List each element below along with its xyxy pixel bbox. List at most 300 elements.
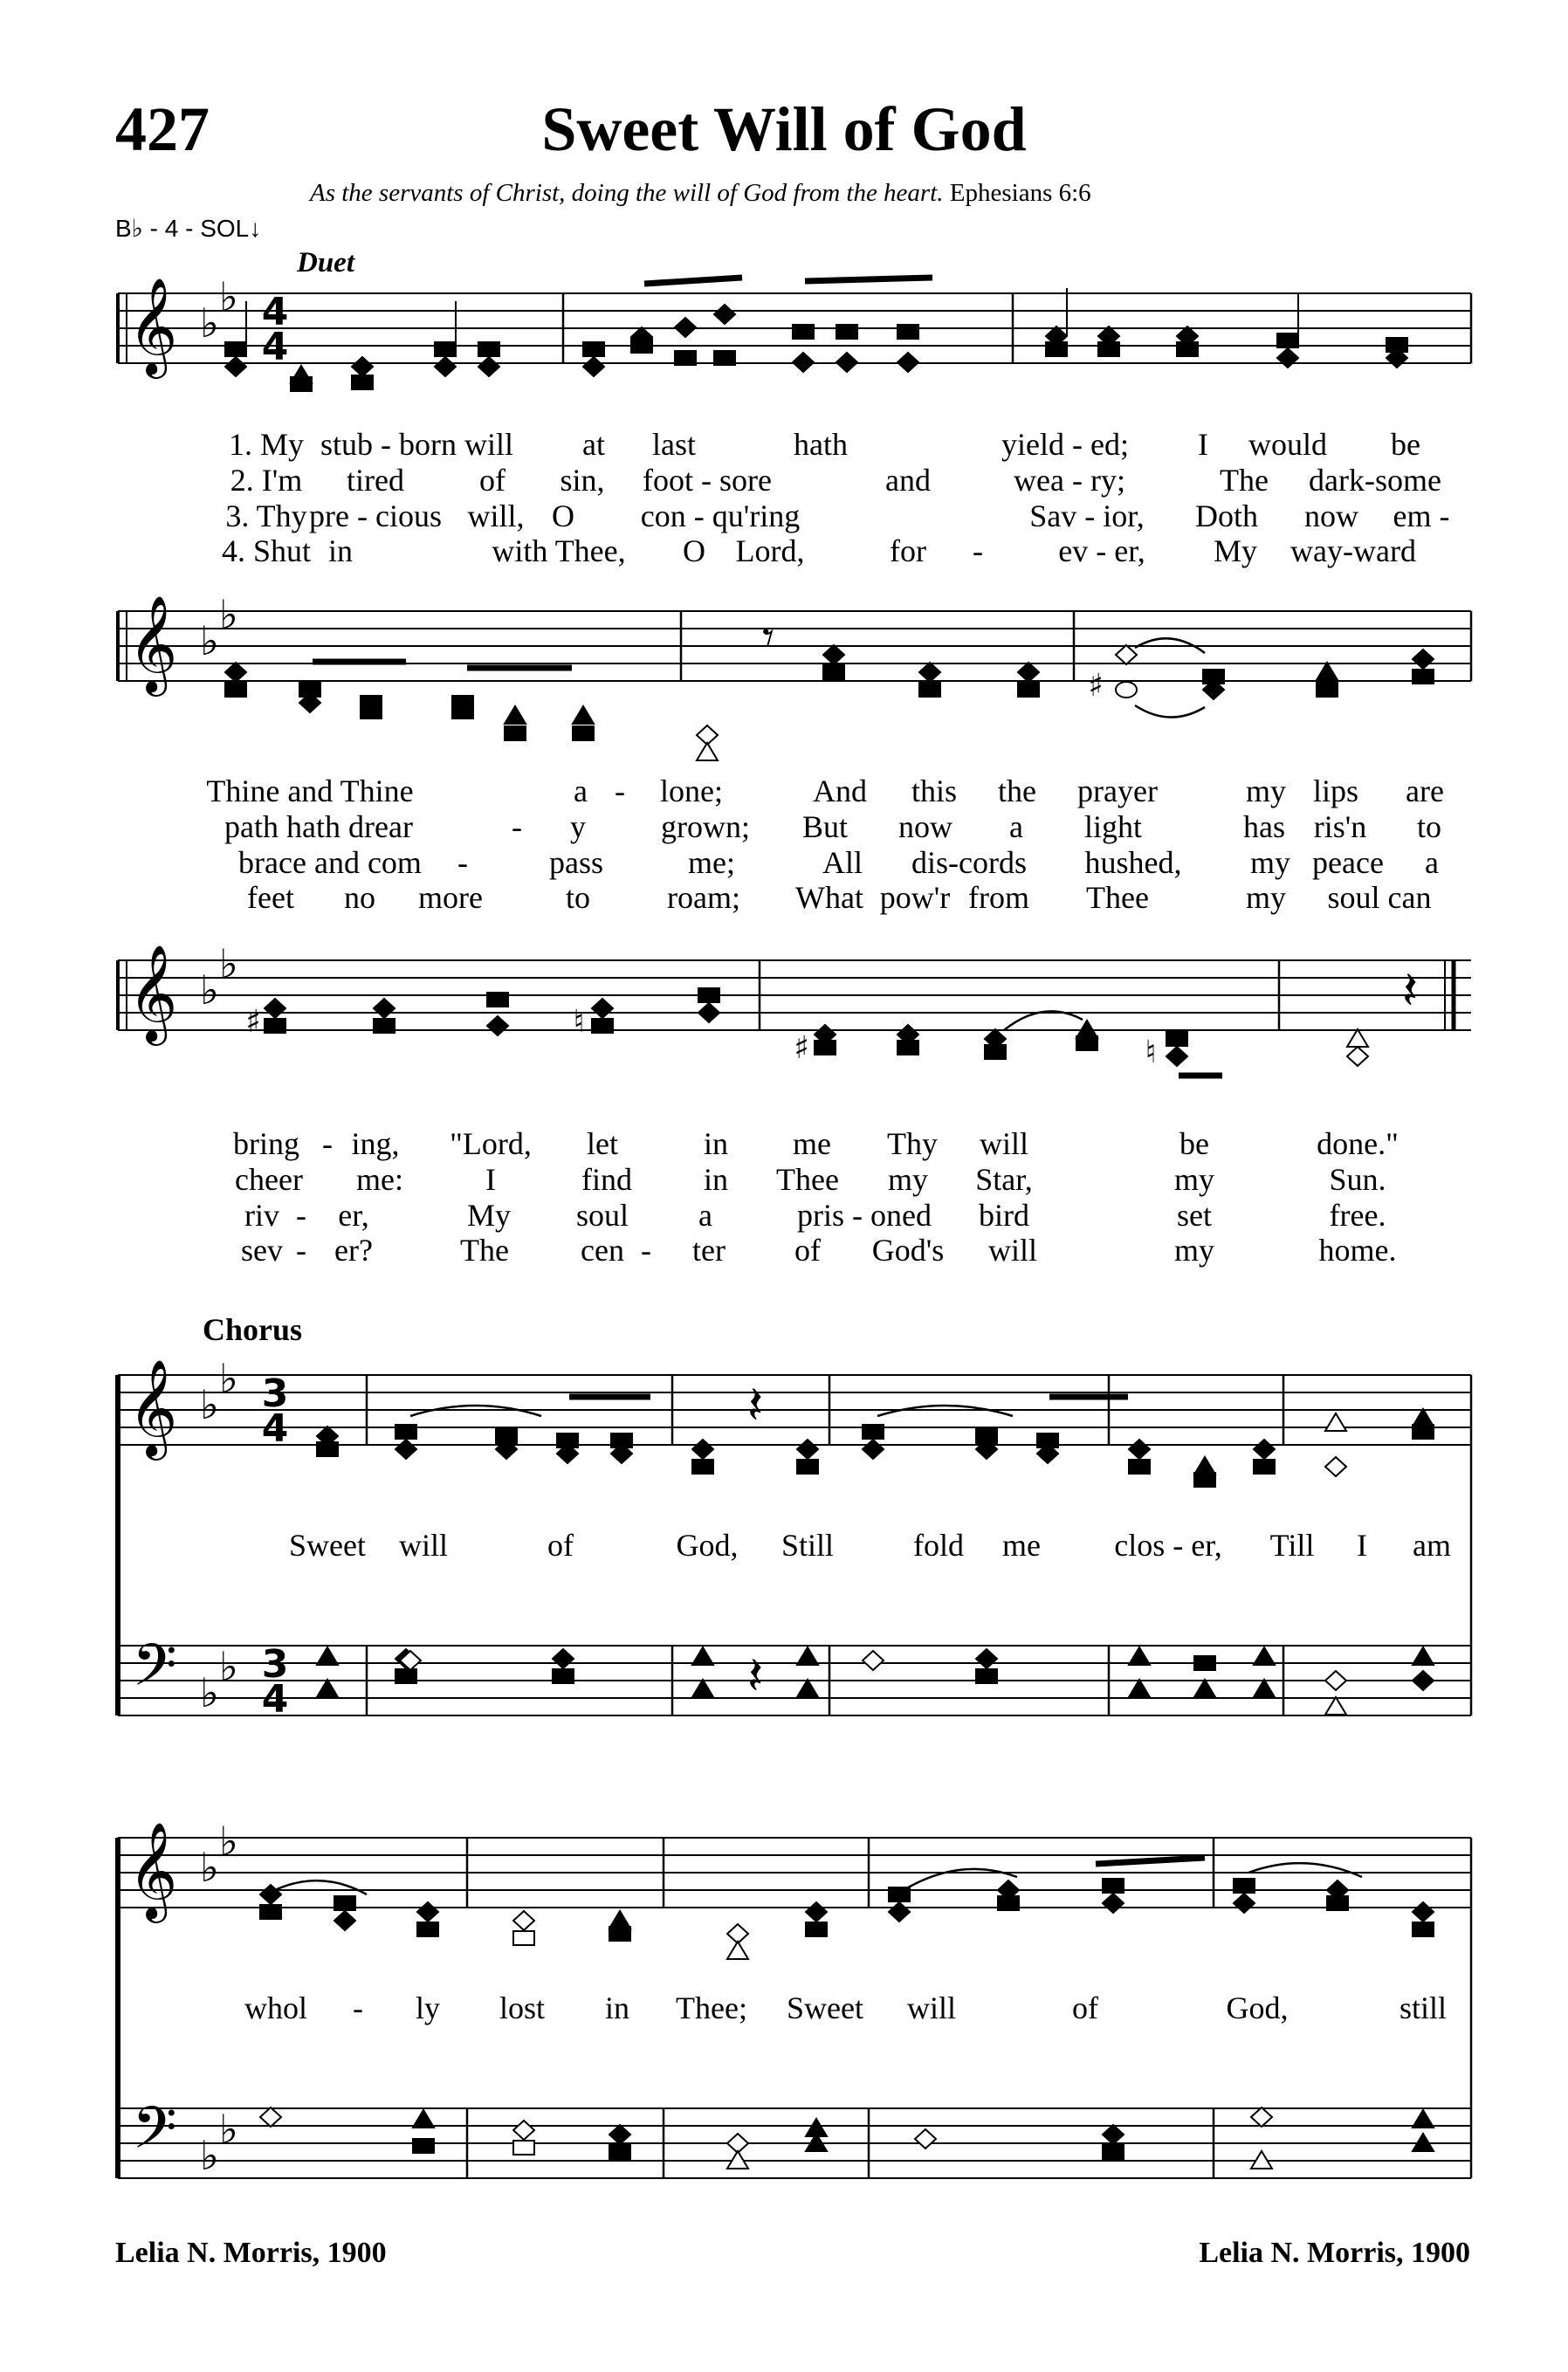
lyric: of — [547, 1528, 574, 1563]
lyric: done." — [1317, 1126, 1399, 1161]
notehead — [1166, 1032, 1187, 1046]
notehead — [797, 1680, 818, 1697]
lyric: light — [1083, 809, 1143, 844]
lyric: lips — [1312, 773, 1359, 808]
lyric: O — [683, 533, 705, 568]
notehead — [998, 1896, 1019, 1910]
notehead — [1413, 1922, 1434, 1936]
notehead — [714, 305, 735, 324]
lyric: cheer — [235, 1162, 303, 1197]
half-note-head — [1325, 1457, 1346, 1476]
half-note-head — [1325, 1413, 1346, 1431]
lyric: Doth — [1195, 498, 1258, 533]
notehead — [897, 1041, 918, 1055]
bass-clef-icon: 𝄢 — [132, 1632, 177, 1713]
notehead — [573, 706, 594, 724]
lyric: - — [973, 533, 983, 568]
lyric: 4. Shut — [221, 533, 312, 568]
half-note-head — [260, 2107, 281, 2127]
half-note-head — [863, 1651, 884, 1670]
notehead — [797, 1460, 818, 1474]
notehead — [1194, 1473, 1215, 1487]
lyric: roam; — [667, 880, 740, 915]
bass-clef-icon: 𝄢 — [132, 2094, 177, 2176]
notehead — [583, 342, 604, 356]
treble-clef-icon: 𝄞 — [127, 277, 178, 375]
sharp-icon: ♯ — [245, 1004, 261, 1040]
notehead — [815, 1041, 836, 1055]
notehead — [797, 1647, 818, 1665]
lyric: pre - cious — [309, 498, 442, 533]
notehead — [487, 1016, 508, 1035]
notehead — [1194, 1656, 1215, 1670]
lyric: What — [795, 880, 863, 915]
lyric: wea - ry; — [1014, 463, 1125, 498]
notehead — [1103, 1894, 1124, 1913]
note-beam — [805, 278, 932, 281]
lyric: with Thee, — [492, 533, 626, 568]
scripture-reference: Ephesians 6:6 — [949, 179, 1091, 207]
lyric: still — [1399, 1990, 1448, 2025]
lyric: God, — [1226, 1990, 1289, 2025]
lyric: my — [1245, 880, 1287, 915]
notehead — [487, 993, 508, 1007]
notehead — [478, 342, 499, 356]
notehead — [1317, 663, 1338, 680]
lyric: 2. I'm — [230, 463, 303, 498]
lyric: in — [604, 1990, 630, 2025]
lyric: lost — [499, 1990, 546, 2025]
notehead — [1277, 348, 1298, 368]
lyric: a — [698, 1198, 712, 1233]
lyric: - — [296, 1198, 306, 1233]
lyric: - — [615, 773, 625, 808]
half-note-head — [1116, 682, 1137, 698]
author-credit-left: Lelia N. Morris, 1900 — [115, 2237, 387, 2269]
lyric: and — [885, 463, 931, 498]
notehead — [1194, 1680, 1215, 1697]
lyric: prayer — [1077, 773, 1158, 808]
lyric: soul can — [1327, 880, 1432, 915]
lyric: All — [822, 845, 863, 880]
lyric: But — [801, 809, 849, 844]
lyric: - — [322, 1126, 333, 1161]
lyric: lone; — [660, 773, 723, 808]
notehead — [1018, 683, 1039, 697]
lyric: The — [460, 1233, 509, 1268]
lyric: sin, — [560, 463, 605, 498]
notehead — [1046, 342, 1067, 356]
notehead — [374, 1019, 395, 1033]
natural-icon: ♮ — [1145, 1035, 1157, 1070]
lyric: foot - sore — [643, 463, 772, 498]
slur — [1135, 705, 1205, 718]
notehead — [317, 1442, 338, 1456]
notehead — [793, 325, 814, 339]
lyric: will, — [467, 498, 525, 533]
time-signature: 4 — [261, 1677, 289, 1722]
note-beam — [1096, 1858, 1205, 1864]
notehead — [317, 1647, 338, 1665]
lyric: path hath drear — [224, 809, 413, 844]
notehead — [976, 1669, 997, 1683]
lyric: My — [1213, 533, 1258, 568]
lyric: Lord, — [735, 533, 805, 568]
half-note-head — [513, 1911, 534, 1930]
lyric: yield - ed; — [1001, 427, 1129, 462]
lyric: will — [398, 1528, 449, 1563]
lyric: me — [793, 1126, 831, 1161]
notehead — [863, 1425, 884, 1439]
notehead — [1413, 1902, 1434, 1922]
notehead — [1129, 1680, 1150, 1697]
lyric: dis-cords — [911, 845, 1027, 880]
notehead — [478, 357, 499, 376]
flat-icon: ♭ — [219, 591, 238, 638]
quarter-rest-icon: 𝄽 — [1401, 960, 1419, 1021]
flat-icon: ♭ — [219, 940, 238, 987]
lyric: Sweet — [289, 1528, 366, 1563]
half-note-head — [727, 1942, 748, 1959]
notehead — [413, 2110, 434, 2128]
natural-icon: ♮ — [573, 1004, 585, 1040]
notehead — [592, 1019, 613, 1033]
time-signature: 4 — [261, 325, 289, 369]
notehead — [361, 705, 382, 718]
notehead — [1166, 1047, 1187, 1066]
notehead — [675, 318, 696, 337]
lyric: clos - er, — [1114, 1528, 1222, 1563]
eighth-rest-icon: 𝄾 — [762, 612, 774, 664]
notehead — [692, 1647, 713, 1665]
lyric: ris'n — [1313, 809, 1367, 844]
lyric: of — [794, 1233, 821, 1268]
notehead — [823, 645, 844, 664]
slur — [275, 1880, 367, 1894]
notehead — [417, 1902, 438, 1922]
notehead — [352, 357, 373, 376]
notehead — [806, 1922, 827, 1936]
notehead — [573, 726, 594, 740]
lyric: stub - born — [320, 427, 457, 462]
notehead — [609, 1927, 630, 1941]
notehead — [985, 1045, 1006, 1059]
flat-icon: ♭ — [200, 299, 219, 347]
notehead — [1076, 1036, 1097, 1050]
notehead — [374, 999, 395, 1018]
notehead — [1234, 1894, 1255, 1913]
sharp-icon: ♯ — [1088, 668, 1104, 704]
quarter-rest-icon: 𝄽 — [746, 1646, 764, 1707]
lyric: way-ward — [1290, 533, 1416, 568]
notehead — [413, 2139, 434, 2153]
notehead — [1177, 342, 1198, 356]
lyric: riv — [244, 1198, 279, 1233]
lyric: em - — [1393, 498, 1450, 533]
notehead — [265, 999, 285, 1018]
lyric: soul — [575, 1198, 629, 1233]
slur — [1004, 1011, 1083, 1030]
notehead — [793, 353, 814, 372]
notehead — [260, 1905, 281, 1919]
lyric: O — [552, 498, 574, 533]
notehead — [352, 375, 373, 389]
notehead — [1413, 650, 1434, 669]
lyric: last — [652, 427, 696, 462]
notehead — [1413, 670, 1434, 684]
notehead — [1413, 2110, 1434, 2128]
notehead — [897, 325, 918, 339]
lyric: My — [466, 1198, 512, 1233]
note-beam — [644, 278, 742, 284]
lyric: be — [1179, 1126, 1209, 1161]
lyric: in — [327, 533, 354, 568]
notehead — [675, 351, 696, 365]
notehead — [435, 342, 456, 356]
notehead — [435, 357, 456, 376]
notehead — [609, 2145, 630, 2159]
notehead — [1103, 2125, 1124, 2144]
time-signature: 3 — [261, 1372, 289, 1416]
notehead — [1129, 1440, 1150, 1459]
lyric: Thee — [776, 1162, 839, 1197]
lyric: now — [898, 809, 952, 844]
lyric: 1. My — [228, 427, 305, 462]
flat-icon: ♭ — [219, 1355, 238, 1402]
notehead — [1103, 2145, 1124, 2159]
lyric: bring — [233, 1126, 299, 1161]
notehead — [836, 353, 857, 372]
notehead — [553, 1649, 574, 1668]
lyric: God's — [871, 1233, 945, 1268]
notehead — [823, 665, 844, 679]
treble-clef-icon: 𝄞 — [127, 944, 178, 1042]
notehead — [889, 1902, 910, 1922]
lyric: ly — [415, 1990, 441, 2025]
lyric: this — [911, 773, 958, 808]
lyric: me — [1002, 1528, 1041, 1563]
lyric: brace and com — [238, 845, 422, 880]
chorus-label: Chorus — [203, 1312, 303, 1347]
lyric: "Lord, — [450, 1126, 532, 1161]
notehead — [1129, 1647, 1150, 1665]
notehead — [291, 377, 312, 391]
key-info: B♭ - 4 - SOL↓ — [115, 215, 262, 242]
notehead — [505, 706, 526, 724]
lyric: be — [1391, 427, 1420, 462]
notehead — [692, 1440, 713, 1459]
lyric: Till — [1269, 1528, 1315, 1563]
notehead — [1129, 1460, 1150, 1474]
lyric: hushed, — [1084, 845, 1182, 880]
lyric: grown; — [661, 809, 750, 844]
lyric: will — [906, 1990, 957, 2025]
lyric: my — [1245, 773, 1287, 808]
lyric: more — [418, 880, 483, 915]
notehead — [863, 1440, 884, 1459]
flat-icon: ♭ — [200, 2132, 219, 2179]
lyric: sev — [241, 1233, 283, 1268]
lyric: I — [485, 1162, 496, 1197]
lyric: now — [1304, 498, 1358, 533]
flat-icon: ♭ — [219, 273, 238, 320]
lyric: Still — [781, 1528, 835, 1563]
lyric: set — [1177, 1198, 1212, 1233]
lyric: a — [1425, 845, 1439, 880]
flat-icon: ♭ — [219, 1818, 238, 1865]
notehead — [1098, 342, 1119, 356]
lyric: my — [1173, 1162, 1215, 1197]
lyric: con - qu'ring — [640, 498, 801, 533]
notehead — [395, 1440, 416, 1459]
hymn-title: Sweet Will of God — [541, 94, 1027, 164]
lyric: - — [457, 845, 468, 880]
notehead — [592, 999, 613, 1018]
lyric: my — [1173, 1233, 1215, 1268]
slur — [1248, 1863, 1362, 1877]
lyric: a — [574, 773, 588, 808]
notehead — [583, 357, 604, 376]
lyric: me: — [356, 1162, 403, 1197]
half-note-head — [915, 2129, 936, 2149]
half-note-head — [513, 2121, 534, 2140]
lyric: has — [1243, 809, 1285, 844]
notehead — [1234, 1879, 1255, 1893]
notehead — [1327, 1896, 1348, 1910]
half-note-head — [1347, 1047, 1368, 1066]
lyric: Thine and Thine — [206, 773, 414, 808]
lyric: will — [987, 1233, 1038, 1268]
lyric: God, — [676, 1528, 739, 1563]
half-note-head — [1325, 1671, 1346, 1690]
duet-label: Duet — [297, 247, 354, 278]
lyric: let — [587, 1126, 618, 1161]
lyric: bird — [979, 1198, 1029, 1233]
lyric: Sav - ior, — [1029, 498, 1145, 533]
lyric: of — [1072, 1990, 1098, 2025]
lyric: free. — [1329, 1198, 1386, 1233]
notehead — [698, 1003, 719, 1022]
notehead — [1018, 663, 1039, 682]
lyric: Sweet — [787, 1990, 863, 2025]
scripture-text: As the servants of Christ, doing the will of God from the heart. — [310, 179, 944, 207]
lyric: Star, — [975, 1162, 1033, 1197]
notehead — [1254, 1440, 1275, 1459]
lyric: And — [813, 773, 867, 808]
flat-icon: ♭ — [200, 617, 219, 664]
lyric: - — [512, 809, 522, 844]
treble-clef-icon: 𝄞 — [127, 1821, 178, 1919]
notehead — [692, 1680, 713, 1697]
lyric: The — [1220, 463, 1269, 498]
lyric: would — [1248, 427, 1327, 462]
lyric: ev - er, — [1058, 533, 1145, 568]
notehead — [225, 357, 246, 376]
flat-icon: ♭ — [200, 1844, 219, 1891]
notehead — [797, 1440, 818, 1459]
lyric: pow'r — [879, 880, 951, 915]
notehead — [1254, 1647, 1275, 1665]
lyric: Thee; — [676, 1990, 747, 2025]
notehead — [553, 1669, 574, 1683]
lyric: - — [353, 1990, 363, 2025]
time-signature: 4 — [261, 290, 289, 334]
time-signature: 3 — [261, 1642, 289, 1687]
notehead — [836, 325, 857, 339]
lyric: no — [344, 880, 375, 915]
lyric: er, — [338, 1198, 369, 1233]
lyric: pris - oned — [797, 1198, 932, 1233]
lyric: fold — [913, 1528, 964, 1563]
notehead — [1277, 333, 1298, 347]
lyric: for — [890, 533, 926, 568]
quarter-rest-icon: 𝄽 — [746, 1375, 764, 1436]
lyric: at — [582, 427, 605, 462]
notehead — [976, 1649, 997, 1668]
lyric: will — [979, 1126, 1029, 1161]
flat-icon: ♭ — [200, 1669, 219, 1716]
lyric: a — [1009, 809, 1023, 844]
notehead — [395, 1669, 416, 1683]
notehead — [225, 342, 246, 356]
sharp-icon: ♯ — [794, 1030, 809, 1066]
notehead — [1103, 1879, 1124, 1893]
lyric: Sun. — [1329, 1162, 1386, 1197]
half-note-head — [1325, 1697, 1346, 1715]
notehead — [334, 1896, 355, 1910]
lyric: are — [1406, 773, 1444, 808]
time-signature: 4 — [261, 1406, 289, 1451]
lyric: ing, — [351, 1126, 400, 1161]
half-note-head — [1347, 1029, 1368, 1047]
notehead — [395, 1425, 416, 1439]
notehead — [265, 1019, 285, 1033]
half-note-head — [513, 1931, 534, 1945]
half-note-head — [1251, 2107, 1272, 2127]
notehead — [714, 351, 735, 365]
notehead — [631, 339, 652, 353]
lyric: tired — [347, 463, 404, 498]
lyric: the — [998, 773, 1036, 808]
lyric: whol — [244, 1990, 307, 2025]
lyric: will — [464, 427, 514, 462]
lyric: me; — [688, 845, 735, 880]
flat-icon: ♭ — [219, 1643, 238, 1690]
notehead — [919, 683, 940, 697]
lyric: y — [570, 809, 586, 844]
flat-icon: ♭ — [219, 2106, 238, 2153]
lyric: I — [1198, 427, 1208, 462]
treble-clef-icon: 𝄞 — [127, 1358, 178, 1456]
notehead — [1413, 1671, 1434, 1690]
treble-clef-icon: 𝄞 — [127, 595, 178, 692]
lyric: er? — [334, 1233, 373, 1268]
lyric: from — [968, 880, 1029, 915]
lyric: - — [641, 1233, 651, 1268]
lyric: home. — [1318, 1233, 1397, 1268]
lyric: ter — [692, 1233, 726, 1268]
lyric: am — [1413, 1528, 1451, 1563]
lyric: Thee — [1086, 880, 1149, 915]
notehead — [417, 1922, 438, 1936]
lyric: I — [1357, 1528, 1367, 1563]
hymn-number: 427 — [115, 94, 210, 164]
lyric: feet — [247, 880, 294, 915]
notehead — [1254, 1680, 1275, 1697]
notehead — [1254, 1460, 1275, 1474]
lyric: - — [296, 1233, 306, 1268]
lyric: peace — [1312, 845, 1384, 880]
